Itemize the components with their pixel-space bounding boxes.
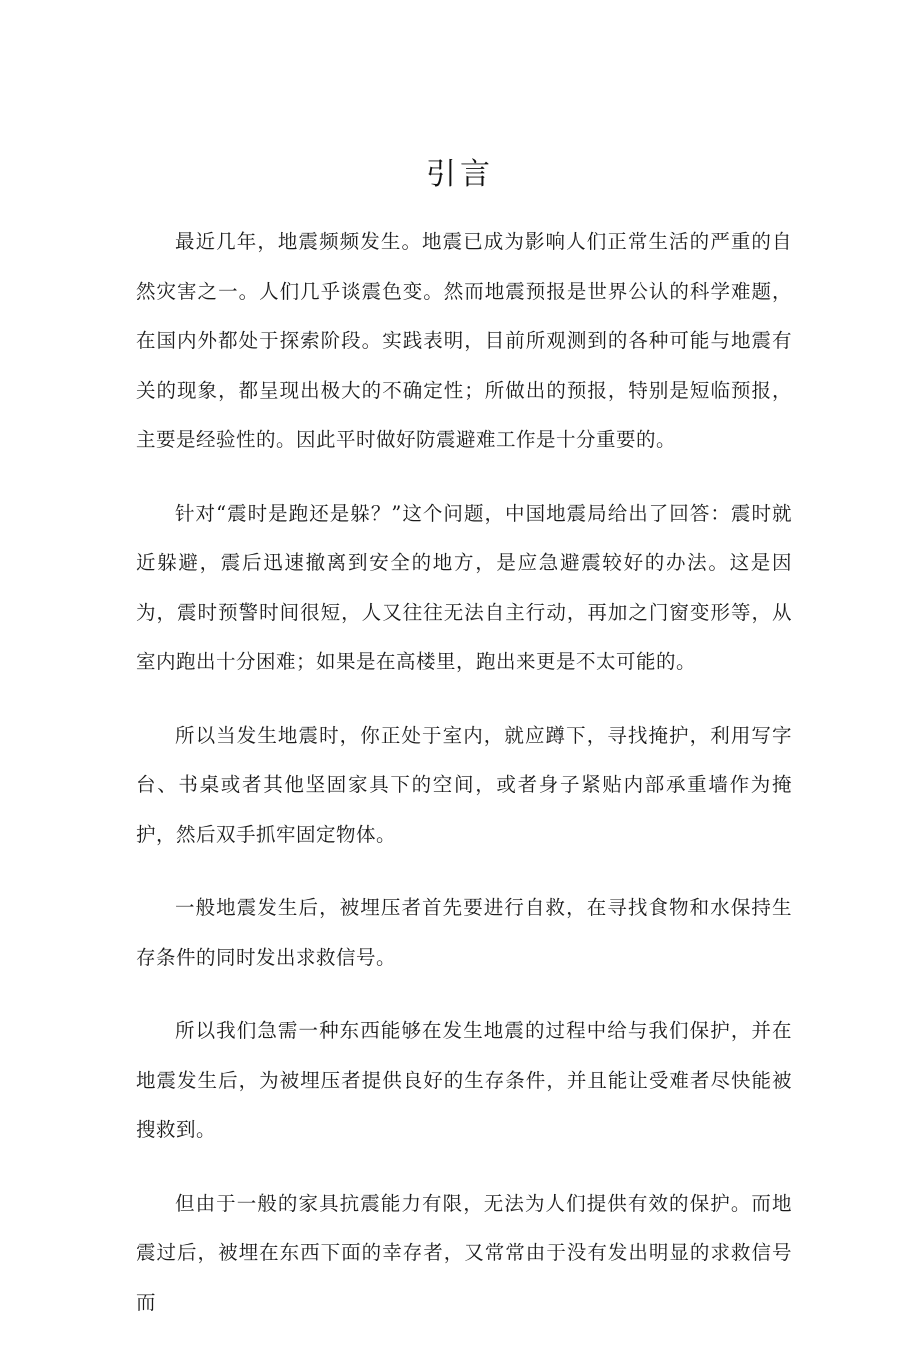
document-body	[136, 217, 792, 1351]
paragraph-1: 最近几年，地震频频发生。地震已成为影响人们正常生活的严重的自然灾害之一。人们几乎谈震色变。然而地震预报是世界公认的科学难题，在国内外都处于探索阶段。实践表明，目前所观测到的各种可能与地震有关的现象，都呈现出极大的不确定性；所做出的预报，特别是短临预报，主要是经验性的。因此平时做好防震避难工作是十分重要的。	[136, 230, 792, 451]
page-title: 引言	[426, 157, 494, 192]
paragraph-6: 但由于一般的家具抗震能力有限，无法为人们提供有效的保护。而地震过后，被埋在东西下面的幸存者，又常常由于没有发出明显的求救信号而	[136, 1191, 792, 1314]
paragraph-3: 所以当发生地震时，你正处于室内，就应蹲下，寻找掩护，利用写字台、书桌或者其他坚固家具下的空间，或者身子紧贴内部承重墙作为掩护，然后双手抓牢固定物体。	[136, 723, 792, 846]
paragraph-2: 针对“震时是跑还是躲？”这个问题，中国地震局给出了回答：震时就近躲避，震后迅速撤离到安全的地方，是应急避震较好的办法。这是因为，震时预警时间很短，人又往往无法自主行动，再加之门窗变形等，从室内跑出十分困难；如果是在高楼里，跑出来更是不太可能的。	[136, 501, 792, 673]
paragraph-5: 所以我们急需一种东西能够在发生地震的过程中给与我们保护，并在地震发生后，为被埋压者提供良好的生存条件，并且能让受难者尽快能被搜救到。	[136, 1019, 792, 1141]
paragraph-4: 一般地震发生后，被埋压者首先要进行自救，在寻找食物和水保持生存条件的同时发出求救信号。	[136, 896, 792, 969]
